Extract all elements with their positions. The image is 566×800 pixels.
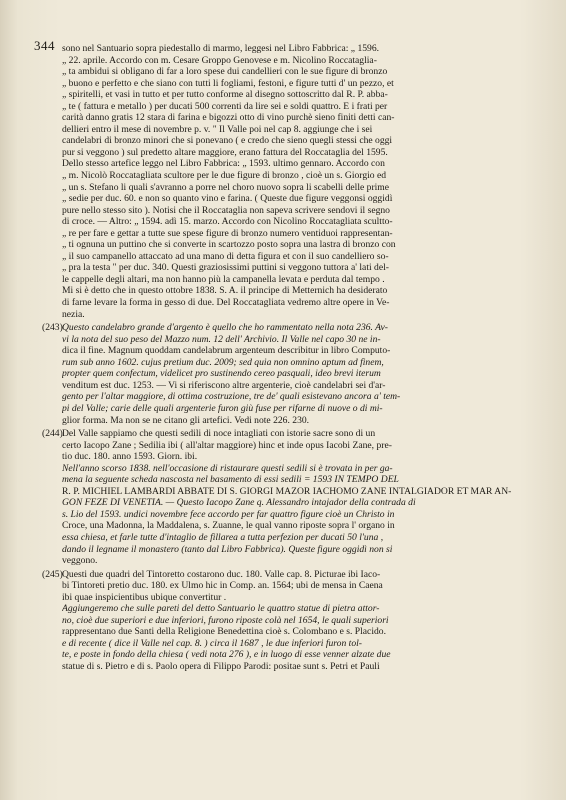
- text-line: mena la seguente scheda nascosta nel basamento di essi sedili = 1593 IN TEMPO DEL: [62, 474, 399, 486]
- text-line: Mi si è detto che in questo ottobre 1838. S. A. il principe di Metternich ha desiderato: [62, 285, 388, 297]
- text-line: Nell'anno scorso 1838. nell'occasione di ristaurare questi sedili si è trovata in per ga-: [62, 462, 393, 474]
- text-line: pur si veggono ) sul predetto altare maggiore, erano fattura del Roccataglia del 1595.: [62, 146, 388, 158]
- text-line: certo Iacopo Zane ; Sedilia ibi ( all'altar maggiore) hinc et inde opus Iacobi Zane, pre-: [62, 439, 392, 451]
- text-line: Aggiungeremo che sulle pareti del detto Santuario le quattro statue di pietra attor-: [62, 603, 380, 615]
- text-line: dica il fine. Magnum quoddam candelabrum argenteum describitur in libro Computo-: [62, 345, 391, 357]
- text-line: pi del Valle; carie delle quali argenterie furon giù fuse per rifarne di nuove o di mi-: [62, 402, 383, 414]
- text-line: no, cioè due superiori e due inferiori, furono riposte colà nel 1654, le quali superiori: [62, 614, 389, 626]
- text-line: „ pra la testa " per duc. 340. Questi graziosissimi puttini si veggono tuttora a' lati del-: [62, 262, 389, 274]
- text-line: pure nello stesso sito ). Notisi che il Roccataglia non sapeva scrivere sendovi il segno: [62, 204, 390, 216]
- text-line: venditum est duc. 1253. — Vi si riferiscono altre argenterie, cioè candelabri sei d'ar-: [62, 379, 386, 391]
- text-line: R. P. MICHIEL LAMBARDI ABBATE DI S. GIORGI MAZOR IACHOMO ZANE INTALGIADOR ET MAR AN-: [62, 485, 512, 497]
- footnote-marker: (243): [42, 322, 63, 334]
- text-line: „ ti ognuna un puttino che si converte in scartozzo posto sopra una lastra di bronzo con: [62, 239, 396, 251]
- text-line: essa chiesa, et farle tutte d'intaglio de fillarea a tutta perfezion per ducati 50 l'una ,: [62, 531, 384, 543]
- text-line: „ te ( fattura e metallo ) per ducati 500 correnti da lire sei e soldi quattro. E i frati per: [62, 100, 388, 112]
- text-line: GON FEZE DI VENETIA. — Questo Iacopo Zane q. Alessandro intajador della contrada di: [62, 497, 416, 509]
- text-line: carità danno gratis 12 stara di farina e bigozzi otto di vino purchè sieno finiti detti can-: [62, 112, 395, 124]
- text-line: „ re per fare e gettar a tutte sue spese figure di bronzo numero ventiduoi rappresentan-: [62, 227, 393, 239]
- text-line: tio duc. 180. anno 1593. Giorn. ibi.: [62, 451, 198, 463]
- text-line: candelabri di bronzo minori che si ponevano ( e credo che sieno quegli stessi che oggi: [62, 135, 393, 147]
- text-line: „ m. Nicolò Roccatagliata scultore per le due figure di bronzo , cioè un s. Giorgio ed: [62, 170, 387, 182]
- text-line: gento per l'altar maggiore, di ottima costruzione, tre de' quali esistevano ancora a' tem-: [62, 391, 401, 403]
- paragraph-p3: [42, 428, 528, 463]
- text-line: bi Tintoreti pretio duc. 180. ex Ulmo hic in Comp. an. 1564; ubi de mensa in Caena: [62, 580, 383, 592]
- text-line: di farne levare la forma in gesso di due. Del Roccatagliata vedremo altre opere in Ve-: [62, 297, 390, 309]
- text-line: „ buono e perfetto e che siano con tutti li fogliami, festoni, e figure tutti d' un pezzo, et: [62, 77, 394, 89]
- body-text: [42, 43, 528, 673]
- text-line: di croce. — Altro: „ 1594. adì 15. marzo. Accordo con Nicolino Roccatagliata scultto-: [62, 216, 393, 228]
- text-line: sono nel Santuario sopra piedestallo di marmo, leggesi nel Libro Fabbrica: „ 1596.: [62, 43, 380, 54]
- paragraph-p2: [42, 322, 528, 426]
- text-line: Questo candelabro grande d'argento è quello che ho rammentato nella nota 236. Av-: [62, 322, 388, 334]
- text-line: ibi quae inspicientibus ubique convertitur .: [62, 591, 227, 603]
- text-line: statue di s. Pietro e di s. Paolo opera di Filippo Parodi: positae sunt s. Petri et Pauli: [62, 660, 380, 672]
- text-line: Questi due quadri del Tintoretto costarono duc. 180. Valle cap. 8. Picturae ibi Iaco-: [62, 568, 381, 580]
- text-line: Croce, una Madonna, la Maddalena, s. Zuanne, le qual vanno riposte sopra l' organo in: [62, 520, 395, 532]
- text-line: Del Valle sappiamo che questi sedili di noce intagliati con istorie sacre sono di un: [62, 428, 376, 440]
- text-line: „ 22. aprile. Accordo con m. Cesare Groppo Genovese e m. Nicolino Roccataglia-: [62, 54, 377, 66]
- paragraph-p5: [42, 568, 528, 604]
- paragraph-p1: [62, 43, 528, 320]
- text-line: propter quem confectum, videlicet pro sustinendo cereo pasquali, ideo brevi iterum: [62, 368, 381, 380]
- text-line: dellieri entro il mese di novembre p. v. " Il Valle poi nel cap 8. aggiunge che i sei: [62, 123, 373, 135]
- text-line: „ ta ambidui si obligano di far a loro spese dui candellieri con le sue figure di bronzo: [62, 66, 388, 78]
- text-line: „ spiritelli, et vasi in tutto et per tutto conforme al disegno sottoscritto dal R. P. abba-: [62, 89, 388, 101]
- text-line: glior forma. Ma non se ne citano gli artefici. Vedi note 226. 230.: [62, 414, 310, 426]
- text-line: Dello stesso artefice leggo nel Libro Fabbrica: „ 1593. ultimo gennaro. Accordo con: [62, 158, 385, 170]
- footnote-marker: (245): [42, 568, 63, 580]
- paragraph-p4: [62, 463, 528, 567]
- text-line: „ il suo campanello attaccato ad una mano di detta figura et con il suo candelliero so-: [62, 250, 389, 262]
- text-line: s. Lio del 1593. undici novembre fece accordo per far quattro figure cioè un Christo in: [62, 508, 395, 520]
- text-line: le cappelle degli altari, ma non hanno più la campanella levata e perduta dal tempo .: [62, 273, 385, 285]
- footnote-marker: (244): [42, 428, 63, 440]
- text-line: te, e poste in fondo della chiesa ( vedi nota 276 ), e in luogo di esse venner alzate due: [62, 649, 391, 661]
- text-line: e di recente ( dice il Valle nel cap. 8. ) circa il 1687 , le due inferiori furon tol-: [62, 637, 362, 649]
- page-number: 344: [34, 38, 55, 53]
- text-line: veggono.: [62, 555, 98, 567]
- paragraph-p6: [62, 603, 528, 672]
- text-line: dando il legname il monastero (tanto dal Libro Fabbrica). Queste figure oggidì non si: [62, 543, 393, 555]
- text-line: „ sedie per duc. 60. e non so quanto vino e farina. ( Queste due figure veggonsi oggidì: [62, 193, 393, 205]
- text-line: „ un s. Stefano li quali s'avranno a porre nel choro nuovo sopra li scabelli delle prime: [62, 181, 390, 193]
- text-line: rappresentano due Santi della Religione Benedettina cioè s. Colombano e s. Placido.: [62, 626, 386, 638]
- text-line: vi la nota del suo peso del Mazzo num. 12 dell' Archivio. Il Valle nel capo 30 ne in-: [62, 333, 381, 345]
- text-line: nezia.: [62, 308, 85, 320]
- text-line: rum sub anno 1602. cujus pretium duc. 2009; sed quia non omnino aptum ad finem,: [62, 356, 384, 368]
